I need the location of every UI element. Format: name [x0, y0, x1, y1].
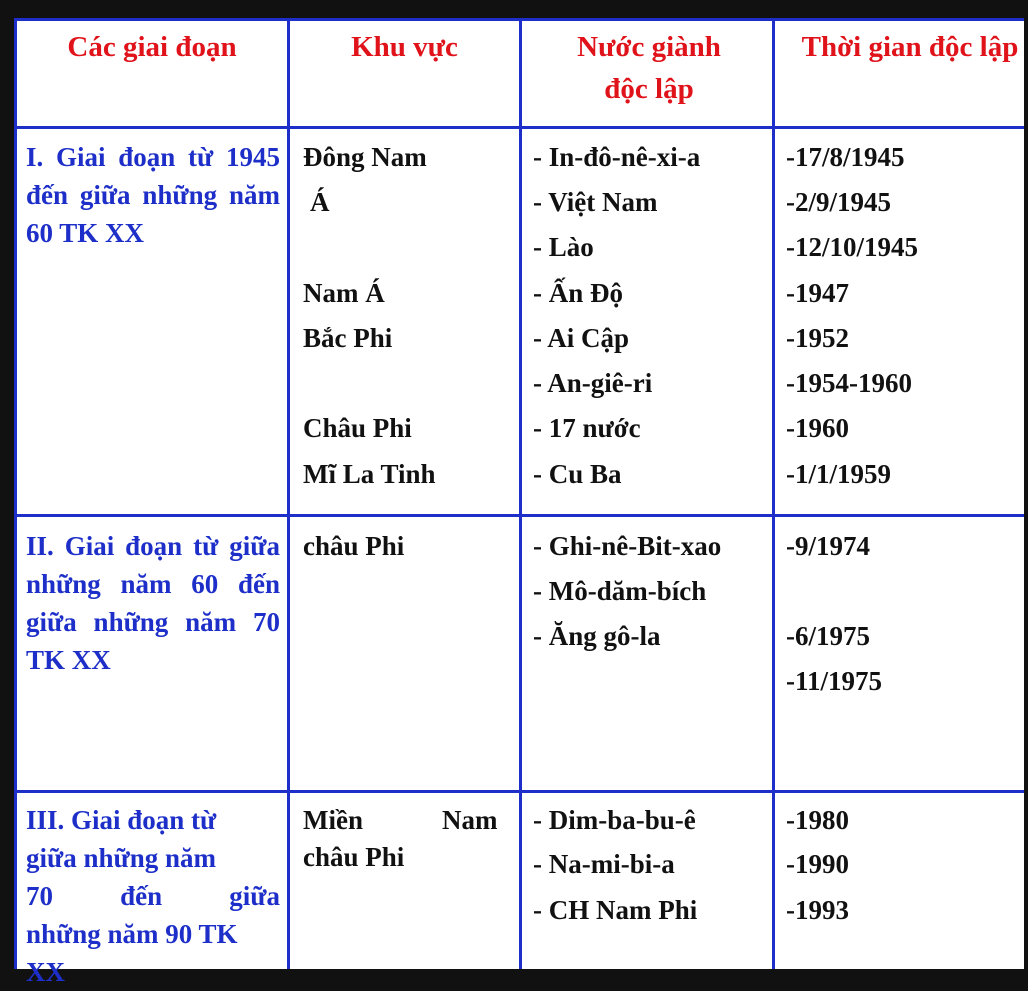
country-item: - Ấn Độ: [533, 278, 624, 308]
time-item: -11/1975: [786, 666, 883, 696]
stage-2: II. Giai đoạn từ giữa những năm 60 đến giữa những năm 70 TK XX: [26, 531, 280, 675]
region-item: châu Phi: [303, 531, 405, 561]
header-stage: Các giai đoạn: [67, 31, 237, 63]
table-border-top: [14, 18, 1024, 21]
country-item: - Na-mi-bi-a: [533, 849, 675, 879]
time-item: -17/8/1945: [786, 142, 905, 172]
stage-3-line: III. Giai đoạn từ: [26, 805, 217, 835]
region-item: Châu Phi: [303, 413, 412, 443]
region-item: Đông Nam: [303, 142, 427, 172]
time-item: -6/1975: [786, 621, 870, 651]
time-item: -1947: [786, 278, 849, 308]
time-item: -2/9/1945: [786, 187, 891, 217]
stage-3-line: giữa những năm: [26, 843, 216, 873]
country-item: - CH Nam Phi: [533, 895, 698, 925]
time-item: -9/1974: [786, 531, 870, 561]
region-item: Nam Á: [303, 278, 385, 308]
row-divider: [14, 514, 1024, 517]
history-table: [14, 18, 1024, 987]
country-item: - In-đô-nê-xi-a: [533, 142, 701, 172]
stage-3-line: những năm 90 TK: [26, 919, 238, 949]
time-item: -1990: [786, 849, 849, 879]
time-item: -12/10/1945: [786, 232, 918, 262]
country-item: - Dim-ba-bu-ê: [533, 805, 696, 835]
country-item: - An-giê-ri: [533, 368, 653, 398]
header-country: Nước giành độc lập: [577, 31, 721, 105]
time-item: -1980: [786, 805, 849, 835]
column-divider: [772, 18, 775, 969]
stage-1: I. Giai đoạn từ 1945 đến giữa những năm 60 TK XX: [26, 142, 280, 248]
region-item: Miền: [303, 805, 363, 835]
column-divider: [519, 18, 522, 969]
row-divider: [14, 126, 1024, 129]
time-item: -1/1/1959: [786, 459, 891, 489]
region-item: Á: [310, 187, 330, 217]
region-item: châu Phi: [303, 842, 405, 872]
country-item: - Mô-dăm-bích: [533, 576, 707, 606]
region-item: Nam: [442, 805, 498, 835]
country-item: - Ăng gô-la: [533, 621, 661, 651]
header-region: Khu vực: [351, 31, 458, 63]
time-item: -1993: [786, 895, 849, 925]
region-item: Mĩ La Tinh: [303, 459, 436, 489]
time-item: -1954-1960: [786, 368, 912, 398]
time-item: -1952: [786, 323, 849, 353]
row-divider: [14, 790, 1024, 793]
country-item: - Việt Nam: [533, 187, 658, 217]
country-item: - Lào: [533, 232, 594, 262]
region-item: Bắc Phi: [303, 323, 393, 353]
header-time: Thời gian độc lập: [801, 31, 1019, 63]
time-item: -1960: [786, 413, 849, 443]
table-border-left: [14, 18, 17, 969]
country-item: - Ghi-nê-Bit-xao: [533, 531, 722, 561]
stage-3: [26, 801, 280, 991]
country-item: - Ai Cập: [533, 323, 630, 353]
column-divider: [287, 18, 290, 969]
country-item: - Cu Ba: [533, 459, 622, 489]
stage-3-line: 70 đến giữa: [26, 881, 280, 911]
country-item: - 17 nước: [533, 413, 641, 443]
stage-3-line: XX: [26, 957, 65, 987]
